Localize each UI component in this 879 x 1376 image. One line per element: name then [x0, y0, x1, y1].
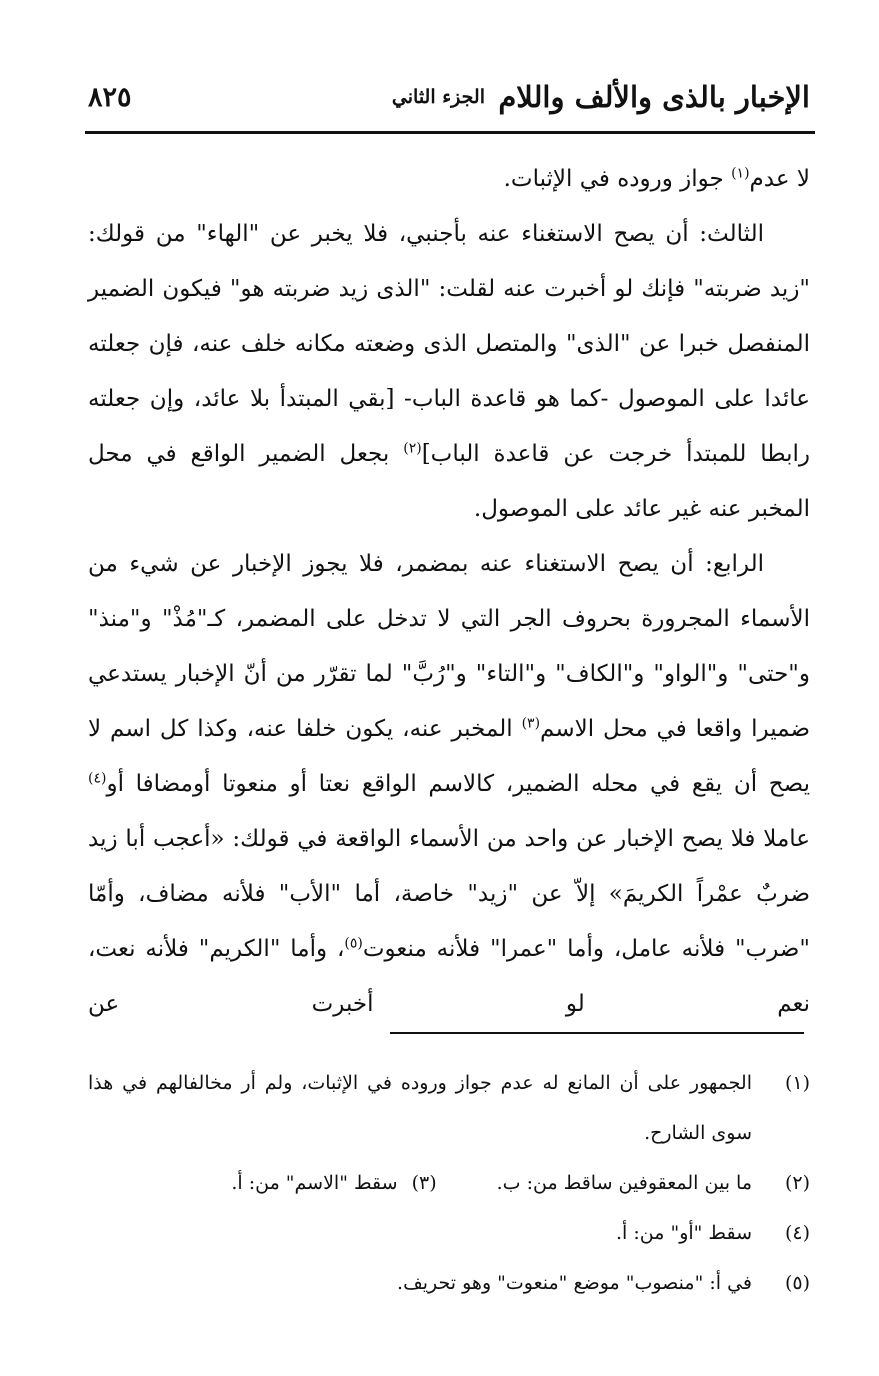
text-line: نعت، نعم لو أخبرت عن [88, 936, 810, 1017]
text-line: المخبر عنه غير عائد على الموصول. [473, 496, 810, 522]
footnote-5 [88, 1258, 810, 1308]
footnote-4 [88, 1208, 810, 1258]
text-line: الضمير المنفصل خبرا عن "الذى" والمتصل الذى وضعته مكانه خلف عنه، فإن [88, 276, 810, 357]
text-line: يصح أن يقع في محله الضمير، كالاسم الواقع نعتا أو منعوتا أومضافا أو$^{(٤)}$ [88, 770, 810, 797]
text-line: جعلته عائدا على الموصول -كما هو قاعدة الباب- [بقي المبتدأ بلا عائد، وإن [88, 331, 811, 412]
footnote-number: (٤) [784, 1222, 810, 1244]
footnote-2 [88, 1158, 810, 1208]
page-header [88, 72, 810, 122]
footnote-number: (٢) [784, 1172, 810, 1194]
footnote-text: في أ: "منصوب" موضع "منعوت" وهو تحريف. [397, 1272, 752, 1294]
footnote-number: (٣) [411, 1172, 437, 1194]
header-rule [85, 131, 815, 134]
footnote-number: (١) [784, 1072, 810, 1094]
paragraph-1 [88, 152, 810, 207]
page-number: ٨٢٥ [88, 82, 132, 113]
footnote-ref: (٣) [521, 715, 541, 732]
footnote-ref: (١) [731, 165, 750, 182]
footnote-ref: (٥) [344, 935, 363, 952]
footnotes [88, 1058, 810, 1308]
text-line: لا عدم$^{(١)}$ جواز وروده في الإثبات. [503, 165, 810, 192]
footnote-text: سقط "الاسم" من: أ. [231, 1172, 398, 1194]
footnote-number: (٥) [784, 1272, 810, 1294]
text-line: ضميرا واقعا في محل الاسم$^{(٣)}$ المخبر عنه، يكون خلفا عنه، وكذا كل اسم لا [88, 715, 810, 742]
paragraph-3 [88, 537, 810, 1032]
text-line: جعلته رابطا للمبتدأ خرجت عن قاعدة الباب]$^{(٢)}$ بجعل الضمير الواقع في محل [88, 386, 811, 467]
footnote-1 [88, 1058, 810, 1158]
part-label: الجزء الثاني [391, 86, 485, 108]
text-line: الأسماء المجرورة بحروف الجر التي لا تدخل على المضمر، كـ"مُذْ" و"منذ" [88, 606, 810, 632]
running-title: الإخبار بالذى والألف واللام [498, 80, 810, 114]
footnote-text: ما بين المعقوفين ساقط من: ب. [496, 1172, 752, 1194]
body-text [88, 152, 810, 1032]
text-line: وأمّا "ضرب" فلأنه عامل، وأما "عمرا" فلأنه منعوت$^{(٥)}$، وأما "الكريم" فلأنه [88, 881, 810, 962]
text-line: عاملا فلا يصح الإخبار عن واحد من الأسماء الواقعة في قولك: «أعجب أبا [125, 826, 810, 852]
text-line: "زيد ضربته" فإنك لو أخبرت عنه لقلت: "الذى زيد ضربته هو" فيكون [162, 276, 811, 302]
paragraph-2 [88, 207, 810, 537]
text-line: و"حتى" و"الواو" و"الكاف" و"التاء" و"رُبَّ" لما تقرّر من أنّ الإخبار يستدعي [88, 661, 810, 687]
text-line: زيد ضربٌ عمْراً الكريمَ» إلاّ عن "زيد" خاصة، أما "الأب" فلأنه مضاف، [88, 826, 810, 907]
footnote-text: سقط "أو" من: أ. [616, 1222, 752, 1244]
text-line: الرابع: أن يصح الاستغناء عنه بمضمر، فلا يجوز الإخبار عن شيء من [88, 551, 764, 577]
text-line: الثالث: أن يصح الاستغناء عنه بأجنبي، فلا يخبر عن "الهاء" من قولك: [88, 221, 764, 247]
footnote-ref: (٤) [88, 770, 107, 787]
footnote-ref: (٢) [403, 440, 422, 457]
footnote-text: الجمهور على أن المانع له عدم جواز وروده في الإثبات، ولم أر مخالفالهم في هذا سوى الشارح. [88, 1072, 752, 1144]
footnote-separator [390, 1032, 804, 1034]
